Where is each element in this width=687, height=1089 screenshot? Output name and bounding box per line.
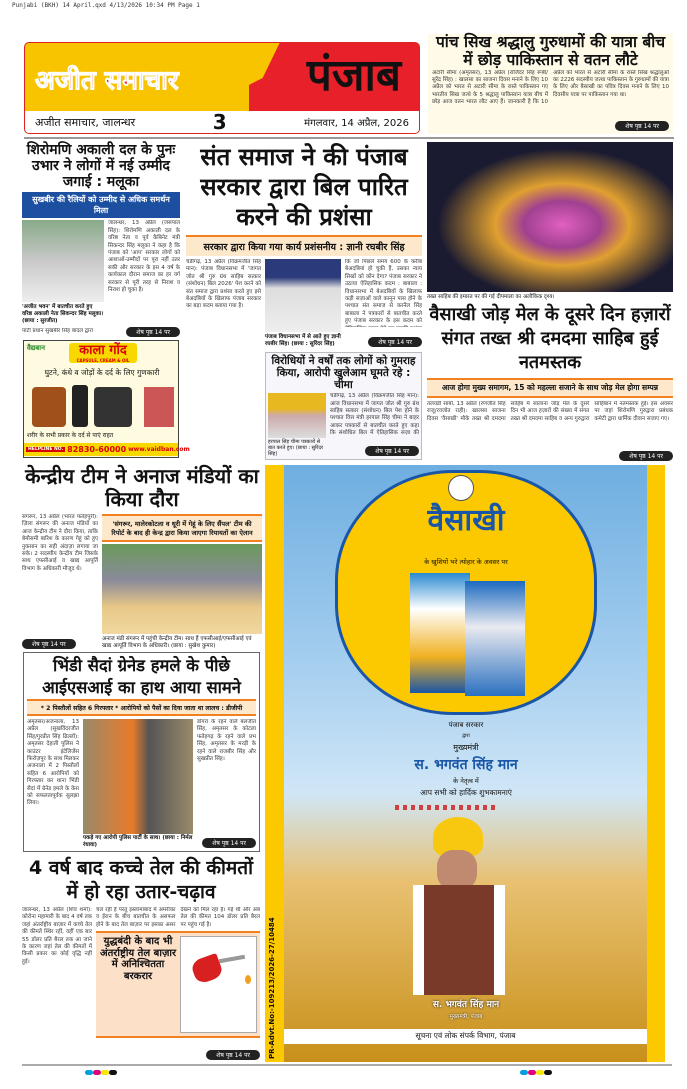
bottom-rule: [22, 1064, 672, 1066]
product-bottle-icon: [72, 385, 88, 427]
continued-link[interactable]: शेष पृष्ठ 14 पर: [365, 446, 419, 456]
ad-brand: वैद्यबान: [27, 344, 45, 352]
article-body: अटारी सीमा (अमृतसर), 13 अप्रैल (राजिंदर सिंह रूबी/सुरेंद्र सिंह) : खालसा का साजना दिवस मनाने के लिए 10 अप्रैल को भारत से अटारी सीमा के रास्ते पाकिस्तान गए भारतीय सिख जत्थे के 5 श्रद्धालु पाकिस्तान यात्रा बीच में छोड़ आज वतन भारत लौट आए हैं। जानकारी है कि 10 अप्रैल को भारत से अटारी सीमा के रास्ते सिख श्रद्धालुओं का 2226 सदस्यीय जत्था पाकिस्तान के गुरुधामों की यात्रा के लिए और बैसाखी का पवित्र दिवस मनाने के लिए 10 दिवसीय यात्रा पर पाकिस्तान गया था।: [432, 69, 669, 106]
issue-date: मंगलवार, 14 अप्रैल, 2026: [304, 118, 409, 129]
photo-caption: अनाज मंडी संगरूर में पहुंची केन्द्रीय टीम। साथ हैं एफसीआई/एफसीआई एवं खाद्य आपूर्ति विभाग के अधिकारी। (छाया : सुखेश कुमार): [102, 636, 252, 649]
photo-malooka: [22, 220, 104, 302]
bhangra-dancer-male-illustration: [410, 573, 470, 693]
cm-face: [437, 850, 477, 890]
ad-cm-label: मुख्यमंत्री: [453, 743, 479, 752]
article-body: जालन्धर, 13 अप्रैल (शिव शर्मा): कोरोना महामारी के बाद 4 वर्ष तक जहां अंतर्राष्ट्रीय बाज़ार में कच्चे तेल की कीमतें स्थिर रहीं, वहीं एक बार 55 डॉलर प्रति बैरल तक आ जाने के कारण जहां तेल की कीमतों में किसी प्रकार का कोई वृद्धि नहीं हुई।: [22, 907, 92, 965]
headline: भिंडी सैदां ग्रेनेड हमले के पीछे आईएसआई का हाथ आया सामने: [42, 656, 241, 697]
story-central-team: [22, 465, 262, 650]
photo-caption: तख्त साहिब की इमारत पर की गई दीपमाला का अलौकिक दृश्य।: [427, 294, 555, 300]
subheadline: * 2 पिस्तौलों सहित 6 गिरफ्तार * आरोपियों को पैसों का दिया जाता था लालच : डीजीपी: [27, 701, 256, 714]
callout-box: [96, 931, 260, 1038]
callout-text: युद्धबंदी के बाद भी अंतर्राष्ट्रीय तेल बाज़ार में अनिश्चितता बरकरार: [99, 936, 177, 982]
color-registration-marks: [85, 1070, 117, 1075]
photo-arrested-accused: [83, 719, 193, 834]
continued-link[interactable]: शेष पृष्ठ 14 पर: [126, 327, 180, 337]
photo-takht-illumination: [427, 142, 673, 292]
photo-caption: 'अजीत भवन' में बातचीत करते हुए वरिष्ठ अकाली नेता सिकन्दर सिंह मलूका। (छाया : सुरजीत): [22, 304, 104, 324]
story-sikh-pilgrims: [428, 34, 673, 134]
story-akali: [22, 142, 180, 337]
photo-grain-market: [102, 544, 262, 634]
ad-helpline-label: HELPLINE NO.: [28, 447, 64, 452]
photo-caption: पंजाब विधानसभा में से आते हुए ज्ञानी रघबीर सिंह। (छाया : सुरिंदर सिंह): [265, 334, 341, 347]
doctor-photo: [144, 387, 174, 427]
ad-tagline: घुटने, कंधे व जोड़ों के दर्द के लिए गुणकारी: [44, 368, 160, 377]
ad-wishes: आप सभी को हार्दिक शुभकामनाएं: [420, 788, 512, 797]
story-cheema: [265, 352, 422, 460]
subheadline: आज होगा मुख्य समागम, 15 को महल्ला सजाने के साथ जोड़ मेल होगा सम्पन्न: [427, 380, 673, 396]
photo-raghbir-singh: [265, 259, 341, 332]
ad-advt-number: PR-Advt.No:-109213/2026-27/10484: [268, 917, 276, 1059]
divider: [24, 137, 674, 139]
ad-cm-name: स. भगवंत सिंह मान: [414, 757, 518, 773]
photo-caption: हरपाल सिंह चीमा पत्रकारों से बात करते हुए। (छाया : सुरिंदर सिंह): [268, 439, 324, 457]
continued-link[interactable]: शेष पृष्ठ 14 पर: [619, 451, 673, 461]
continued-link[interactable]: शेष पृष्ठ 14 पर: [22, 639, 76, 649]
fuel-nozzle-icon: [180, 936, 257, 1033]
ad-website[interactable]: www.vaidban.com: [128, 446, 190, 453]
article-body: तलवंडी साबो, 13 अप्रैल (रणजीत सिंह राजू/रवजोत राही): खालसा साजना दिवस 'वैसाखी' मौके तख्त श्री दमदमा साहिब में सालाना जोड़ मेल के दूसरे दिन भी आज हज़ारों की संख्या में संगत तख्त श्री दमदमा साहिब व अन्य गुरुद्वारा साहिबान में नतमस्तक हुई। इस अवसर पर जहां शिरोमणि गुरुद्वारा प्रबंधक कमेटी द्वारा धार्मिक दीवान सजाए गए।: [427, 401, 673, 422]
ad-product-box: [69, 343, 137, 363]
headline: संत समाज ने की पंजाब सरकार द्वारा बिल पारित करने की प्रशंसा: [200, 143, 408, 231]
continued-link[interactable]: शेष पृष्ठ 14 पर: [202, 838, 256, 848]
article-body-2: चल रही है परंतु इस्लामाबाद में अमरीका व ईरान के बीच बातचीत के असफल होने के बाद तेल बाज़ार पर इसका असर देखने को मिल रहा है। गई थी और अब तेल की कीमत 104 डॉलर प्रति बैरल पर पहुंच गई है।: [96, 907, 260, 928]
publisher-line: अजीत समाचार, जालन्धर: [35, 115, 136, 129]
color-registration-marks-2: [520, 1070, 552, 1075]
ad-leadership: के नेतृत्व में: [453, 777, 479, 785]
story-sant-samaj: [186, 142, 422, 348]
product-jar-icon: [32, 387, 66, 427]
subheadline: 'संगरूर, मालेरकोटला व धूरी में गेहूं के लिए सैंपल' टीम की रिपोर्ट के बाद ही केन्द्र द्वारा किया जाएगा रियायतों का ऐलान: [102, 514, 262, 542]
article-body: संगरूर, 13 अप्रैल (भारत फतेहपुरी): ज़िला संगरूर की अनाज मंडियों का आज केन्द्रीय टीम ने दौरा किया, ताकि बेमौसमी बारिश के कारण गेहूं को हुए नुकसान का सही अंदाज़ा लगाया जा सके। 2 सदस्यीय केन्द्रीय टीम जिसके साथ एफसीआई व खाद्य आपूर्ति विभाग के अधिकारी मौजूद थे।: [22, 514, 98, 572]
masthead-title: अजीत समाचार: [35, 66, 179, 96]
ad-by: द्वारा: [462, 733, 470, 739]
ad-product: काला गोंद: [79, 343, 127, 358]
cm-photo: [413, 885, 505, 995]
ad-photo-name: स. भगवंत सिंह मान: [432, 1000, 500, 1010]
subheadline: सुखबीर की रैलियों को उम्मीद से अधिक समर्थन मिला: [22, 192, 180, 218]
floral-divider-icon: [395, 805, 495, 810]
ad-title: वैसाखी: [427, 503, 505, 538]
story-oil: [22, 856, 260, 1061]
ad-vaisakhi-greetings[interactable]: [265, 465, 665, 1062]
headline: पांच सिख श्रद्धालु गुरुधामों की यात्रा बीच में छोड़ पाकिस्तान से वतन लौटे: [435, 33, 666, 69]
article-body-2: डोगरां के रहने वाले बलजीत सिंह, अमृतसर के कोटला फतेहगढ़ के रहने वाले प्रभ सिंह, अमृतसर के मरड़ी के रहने वाले राजबीर सिंह और सुखप्रीत सिंह।: [197, 719, 256, 763]
article-body: अमृतसर/अजनाला, 13 अप्रैल (सुखविंदरजीत सिंह/गुरप्रीत सिंह ढिल्लों): अमृतसर देहाती पुलिस ने काउंटर इंटेलिजेंस फिरोज़पुर के साथ मिलकर अजनाला में 2 पिस्तौलों सहित 6 आरोपियों को गिरफ्तार कर थाना भिंडी सैदां में ग्रेनेड हमले के केस को सफलतापूर्वक सुलझा लिया।: [27, 719, 79, 807]
punjab-govt-emblem-icon: [448, 475, 474, 501]
ad-subtitle: के खुशियों भरे त्योहार के अवसर पर: [424, 558, 508, 566]
article-body: चंडीगढ़, 13 अप्रैल (विक्रमजीत सिंह मान): आज विधानसभा में जागत जोत श्री गुरु ग्रंथ साहिब सत्कार (संशोधन) बिल पेश होने के पश्चात वित्त मंत्री हरपाल सिंह चीमा ने बाहर आकर पत्रकारों से बातचीत करते हुए कहा कि संशोधित बिल में ऐतिहासिक सज़ा की: [330, 393, 419, 436]
ad-dept: सूचना एवं लोक संपर्क विभाग, पंजाब: [284, 1029, 647, 1044]
article-tail: पार्टी प्रधान सुखबीर सिंह बादल द्वारा: [22, 328, 94, 335]
giddha-dancer-female-illustration: [465, 581, 525, 696]
page-number: 3: [212, 110, 227, 134]
ad-photo-title: मुख्यमंत्री, पंजाब: [449, 1014, 483, 1020]
ad-kala-gond[interactable]: [23, 340, 190, 458]
photo-caption: पकड़े गए आरोपी पुलिस पार्टी के साथ। (छाया : निर्मल रंधावा): [83, 835, 193, 848]
ad-govt: पंजाब सरकार: [448, 721, 484, 729]
article-body-2: कि जो पिछले समय 600 के करीब बेअदबियां हो चुकी हैं, उसका न्याय सिखों को कौन देगा? पंजाब सरकार ने उठाया ऐतिहासिक कदम : बाबाला : विधानसभा में बेअदबियों के खिलाफ कड़ी सज़ाओं वाले कानून पास होने के पश्चात संत समाज से करनैल सिंह बाबाला ने पत्रकारों से बातचीत करते हुए पंजाब सरकार के इस कदम को: [345, 259, 422, 325]
product-capsule-jar-icon: [94, 387, 132, 427]
article-body: जालन्धर, 13 अप्रैल (जसपाल सिंह): शिरोमणि अकाली दल के वरिष्ठ नेता व पूर्व कैबिनेट मंत्री सिकन्दर सिंह मलूका ने कहा है कि पंजाब को 'आप' सरकार लोगों को आशाओं-उम्मीदों पर पूरा नहीं उतर सकी और सरकार के इस 4 वर्ष के कार्यकाल दौरान समाज का हर वर्ग सरकार से पूरी तरह से निराश व निराश हो चुका है।: [108, 220, 180, 293]
print-slug: Punjabi (BKH) 14 April.qxd 4/13/2026 10:34 PM Page 1: [12, 2, 200, 9]
photo-cheema: [268, 393, 326, 438]
continued-link[interactable]: शेष पृष्ठ 14 पर: [206, 1050, 260, 1060]
headline: केन्द्रीय टीम ने अनाज मंडियों का किया दौरा: [25, 464, 259, 511]
ad-phone[interactable]: 82830-60000: [67, 445, 127, 454]
ad-footer: शरीर के सभी प्रकार के दर्द से पाएं राहत: [27, 432, 114, 439]
masthead-edition: पंजाब: [306, 50, 401, 101]
masthead: [24, 42, 420, 134]
article-body: चंडीगढ़, 13 अप्रैल (विक्रमजीत सिंह मान): पंजाब विधानसभा में 'जागत जोत श्री गुरु ग्रंथ साहिब सत्कार (संशोधन) बिल 2026' पेश करने को संत समाज द्वारा प्रशंसा करते हुए इसे बेअदबियों के खिलाफ पंजाब सरकार का बड़ा कदम बताया गया है।: [186, 259, 261, 310]
continued-link[interactable]: शेष पृष्ठ 14 पर: [615, 121, 669, 131]
ad-product-sub: CAPSULE, CREAM & OIL: [76, 358, 130, 363]
continued-link[interactable]: शेष पृष्ठ 14 पर: [368, 337, 422, 347]
subheadline: सरकार द्वारा किया गया कार्य प्रशंसनीय : ज्ञानी रघबीर सिंह: [186, 237, 422, 256]
story-grenade: [23, 652, 260, 852]
headline: वैसाखी जोड़ मेल के दूसरे दिन हज़ारों संगत तख्त श्री दमदमा साहिब हुई नतमस्तक: [429, 304, 671, 373]
headline: विरोधियों ने वर्षों तक लोगों को गुमराह किया, आरोपी खुलेआम घूमते रहे : चीमा: [271, 355, 416, 392]
story-vaisakhi-jor-mel: [427, 142, 673, 462]
headline: शिरोमणि अकाली दल के पुनः उभार ने लोगों में नई उम्मीद जगाई : मलूका: [26, 142, 176, 191]
masthead-bar: [25, 111, 419, 133]
headline: 4 वर्ष बाद कच्चे तेल की कीमतों में हो रहा उतार-चढ़ाव: [29, 857, 253, 903]
